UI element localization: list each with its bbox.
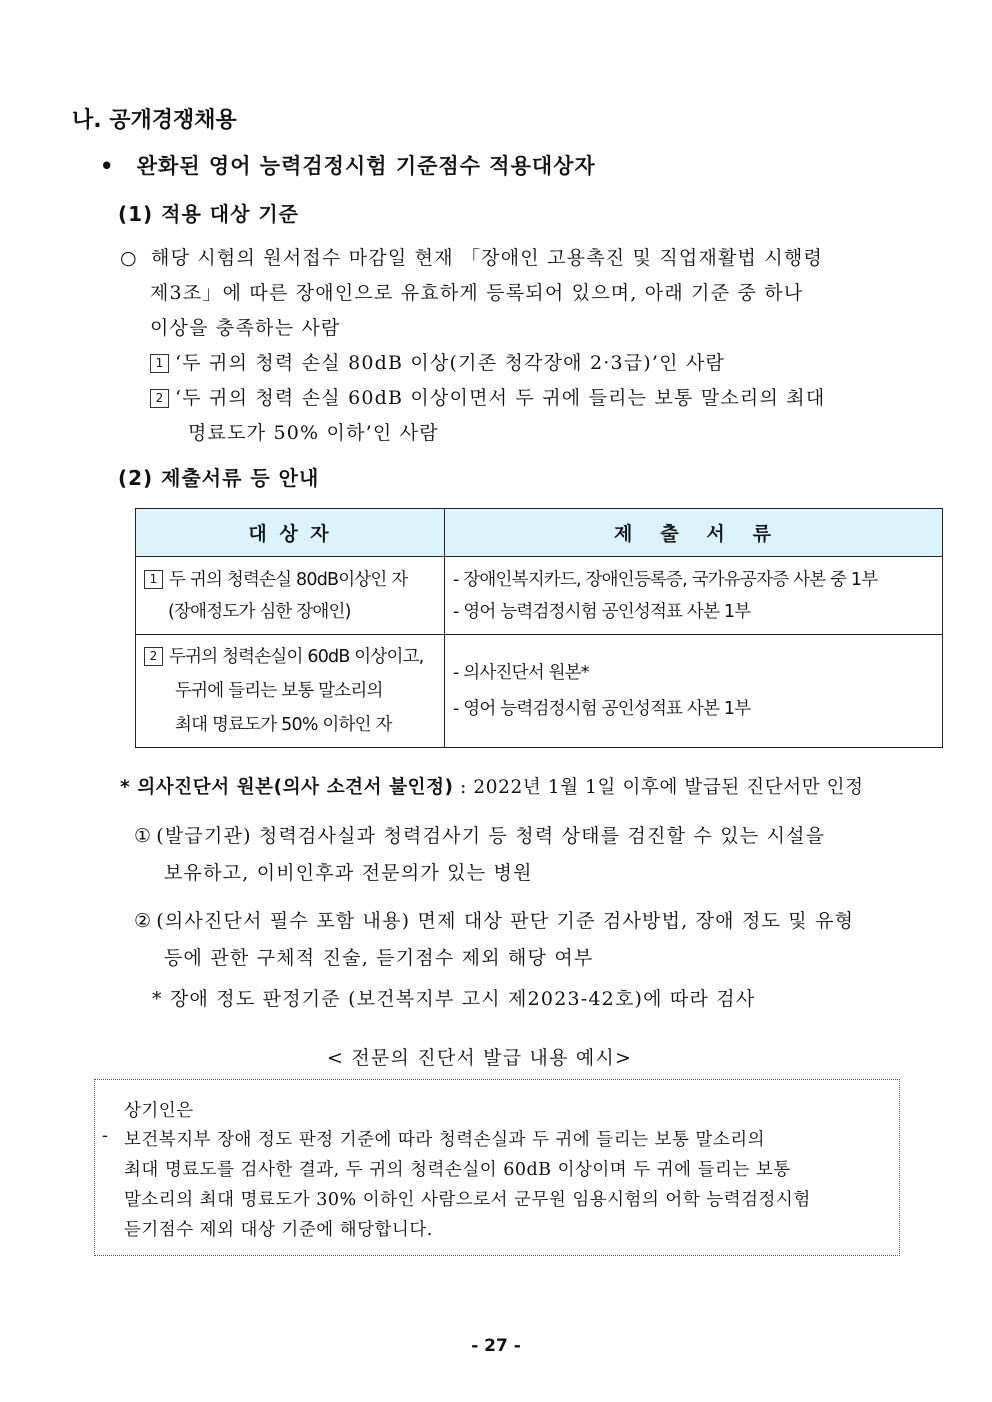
note-item-2-cont: 등에 관한 구체적 진술, 듣기점수 제외 해당 여부 <box>164 947 594 969</box>
bullet-mark: • <box>100 154 115 178</box>
row-1-documents: - 장애인복지카드, 장애인등록증, 국가유공자증 사본 중 1부 - 영어 능력검정시험 공인성적표 사본 1부 <box>445 557 943 635</box>
row-2-documents: - 의사진단서 원본* - 영어 능력검정시험 공인성적표 사본 1부 <box>445 635 943 748</box>
header-target: 대 상 자 <box>136 509 445 557</box>
example-dash: - <box>102 1126 109 1146</box>
circle-mark: ○ <box>120 247 138 269</box>
boxed-number-2: 2 <box>150 389 169 408</box>
documents-table <box>135 508 943 748</box>
page-number: - 27 - <box>471 1336 521 1356</box>
criteria-item-1: 1 ‘두 귀의 청력 손실 80dB 이상(기존 청각장애 2·3급)’인 사람 <box>150 348 725 375</box>
criteria-line-3: 이상을 충족하는 사람 <box>150 317 341 339</box>
example-line-3: 말소리의 최대 명료도가 30% 이하인 사람으로서 군무원 임용시험의 어학 능력검정시험 <box>124 1190 811 1210</box>
note-item-1: ① (발급기관) 청력검사실과 청력검사기 등 청력 상태를 검진할 수 있는 시설을 <box>134 825 826 847</box>
criteria-line-1: ○ 해당 시험의 원서접수 마감일 현재 「장애인 고용촉진 및 직업재활법 시행령 <box>120 247 824 269</box>
example-caption: < 전문의 진단서 발급 내용 예시> <box>327 1047 633 1069</box>
documents-title: (2) 제출서류 등 안내 <box>118 466 320 490</box>
boxed-number-1: 1 <box>150 354 169 373</box>
note-line <box>120 773 864 799</box>
table-row <box>136 635 943 748</box>
criteria-item-2: 2 ‘두 귀의 청력 손실 60dB 이상이면서 두 귀에 들리는 보통 말소리의 최대 <box>150 383 825 410</box>
criteria-item-2-cont: 명료도가 50% 이하’인 사람 <box>188 422 439 444</box>
note-item-2: ② (의사진단서 필수 포함 내용) 면제 대상 판단 기준 검사방법, 장애 정도 및 유형 <box>134 910 855 932</box>
circled-number-1: ① <box>134 825 153 847</box>
table-header-row <box>136 509 943 557</box>
note-title: * 의사진단서 원본(의사 소견서 불인정) <box>120 777 454 798</box>
table-row <box>136 557 943 635</box>
example-line-4: 듣기점수 제외 대상 기준에 해당합니다. <box>124 1220 433 1240</box>
boxed-number-1: 1 <box>144 570 163 589</box>
section-heading: 나. 공개경쟁채용 <box>72 108 237 133</box>
example-greeting: 상기인은 <box>124 1101 194 1121</box>
subheading <box>100 150 596 180</box>
boxed-number-2: 2 <box>144 647 163 666</box>
row-1-target: 1 두 귀의 청력손실 80dB이상인 자 (장애정도가 심한 장애인) <box>136 557 445 635</box>
note-sub: * 장애 정도 판정기준 (보건복지부 고시 제2023-42호)에 따라 검사 <box>152 988 756 1010</box>
subheading-text: 완화된 영어 능력검정시험 기준점수 적용대상자 <box>136 154 596 178</box>
header-documents: 제 출 서 류 <box>445 509 943 557</box>
row-2-target: 2 두귀의 청력손실이 60dB 이상이고, 두귀에 들리는 보통 말소리의 최대 명료도가 50% 이하인 자 <box>136 635 445 748</box>
criteria-line-2: 제3조」에 따른 장애인으로 유효하게 등록되어 있으며, 아래 기준 중 하나 <box>150 282 804 304</box>
note-text: : 2022년 1월 1일 이후에 발급된 진단서만 인정 <box>460 777 864 798</box>
criteria-title: (1) 적용 대상 기준 <box>118 202 300 226</box>
note-item-1-cont: 보유하고, 이비인후과 전문의가 있는 병원 <box>164 862 533 884</box>
circled-number-2: ② <box>134 910 153 932</box>
example-line-2: 최대 명료도를 검사한 결과, 두 귀의 청력손실이 60dB 이상이며 두 귀에 들리는 보통 <box>124 1160 791 1180</box>
example-line-1: 보건복지부 장애 정도 판정 기준에 따라 청력손실과 두 귀에 들리는 보통 말소리의 <box>124 1130 766 1150</box>
